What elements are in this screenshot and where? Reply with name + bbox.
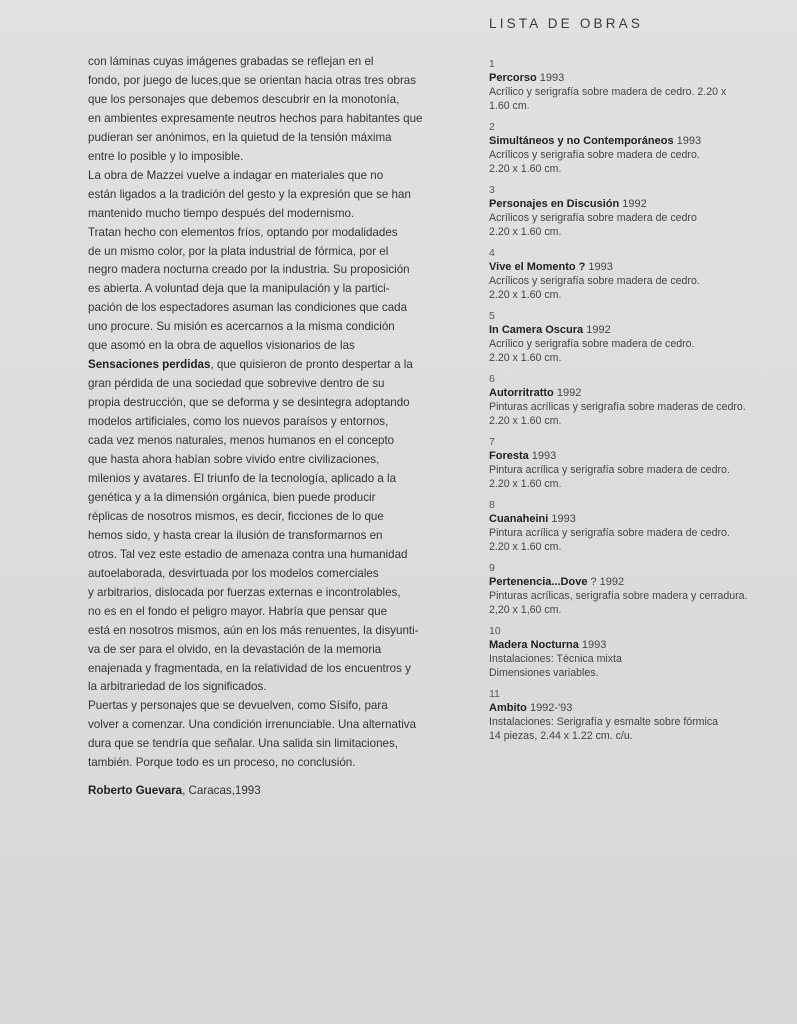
essay-line: va de ser para el olvido, en la devastación de la memoria: [88, 642, 382, 656]
work-detail: Pintura acrílica y serigrafía sobre madera de cedro.: [489, 527, 730, 539]
work-detail: 2.20 x 1.60 cm.: [489, 163, 562, 175]
work-detail: 2.20 x 1.60 cm.: [489, 478, 562, 490]
work-title-line: [489, 449, 789, 463]
work-title: Pertenencia...Dove: [489, 576, 588, 588]
work-number: 1: [489, 58, 495, 70]
essay-line-rest: , que quisieron de pronto despertar a la: [210, 358, 413, 372]
essay-line: enajenada y fragmentada, en la relatividad de los encuentros y: [88, 661, 411, 675]
essay-line: genética y a la dimensión orgánica, bien puede producir: [88, 490, 376, 504]
work-detail: 14 piezas, 2.44 x 1.22 cm. c/u.: [489, 730, 633, 742]
work-detail: Pintura acrílica y serigrafía sobre madera de cedro.: [489, 464, 730, 476]
essay-line: réplicas de nosotros mismos, es decir, ficciones de lo que: [88, 509, 384, 523]
works-entries: [489, 58, 789, 743]
work-number: 6: [489, 373, 495, 385]
essay-line: mantenido mucho tiempo después del modernismo.: [88, 206, 355, 220]
essay-line: y arbitrarios, dislocada por fuerzas externas e incontrolables,: [88, 585, 401, 599]
work-title-line: [489, 575, 789, 589]
work-number: 8: [489, 499, 495, 511]
work-entry: [489, 310, 789, 365]
work-entry: [489, 184, 789, 239]
work-detail: Acrílicos y serigrafía sobre madera de cedro.: [489, 275, 700, 287]
essay-line: milenios y avatares. El triunfo de la tecnología, aplicado a la: [88, 471, 397, 485]
work-detail: Acrílico y serigrafía sobre madera de cedro.: [489, 338, 695, 350]
work-title-line: [489, 701, 789, 715]
work-detail: 1.60 cm.: [489, 100, 530, 112]
work-title-line: [489, 134, 789, 148]
work-number: 7: [489, 436, 495, 448]
essay-text: [88, 53, 440, 801]
work-year: 1993: [585, 261, 613, 273]
work-title: Vive el Momento ?: [489, 261, 586, 273]
work-number: 9: [489, 562, 495, 574]
work-year: 1993: [536, 72, 565, 84]
work-year: 1993: [528, 450, 557, 462]
work-number: 5: [489, 310, 495, 322]
work-detail: 2.20 x 1.60 cm.: [489, 289, 562, 301]
work-title: Madera Nocturna: [489, 639, 579, 651]
work-title-line: [489, 512, 789, 526]
work-title: Ambito: [489, 702, 527, 714]
essay-line: hemos sido, y hasta crear la ilusión de transformarnos en: [88, 528, 383, 542]
work-title: In Camera Oscura: [489, 324, 584, 336]
essay-line: fondo, por juego de luces,que se orientan hacia otras tres obras: [88, 73, 417, 87]
work-detail: 2.20 x 1.60 cm.: [489, 352, 562, 364]
essay-bold-phrase: Sensaciones perdidas: [88, 358, 211, 372]
work-title-line: [489, 386, 789, 400]
work-number: 3: [489, 184, 495, 196]
work-entry: [489, 688, 789, 743]
essay-line: está en nosotros mismos, aún en los más renuentes, la disyunti-: [88, 623, 419, 637]
essay-line: que hasta ahora habían sobre vivido entre civilizaciones,: [88, 453, 380, 467]
work-detail: 2,20 x 1,60 cm.: [489, 604, 562, 616]
work-detail: Acrílico y serigrafía sobre madera de cedro. 2.20 x: [489, 86, 727, 98]
works-list-heading: LISTA DE OBRAS: [489, 16, 644, 31]
work-year: ? 1992: [587, 576, 625, 588]
work-entry: [489, 58, 789, 113]
work-title-line: [489, 638, 789, 652]
work-number: 2: [489, 121, 495, 133]
essay-signature: [88, 782, 440, 801]
essay-line: con láminas cuyas imágenes grabadas se reflejan en el: [88, 55, 374, 68]
essay-line: gran pérdida de una sociedad que sobrevive dentro de su: [88, 377, 385, 391]
essay-line: otros. Tal vez este estadio de amenaza contra una humanidad: [88, 547, 408, 561]
works-list: [489, 16, 789, 751]
work-entry: [489, 373, 789, 428]
work-detail: Dimensiones variables.: [489, 667, 599, 679]
essay-line: Tratan hecho con elementos fríos, optando por modalidades: [88, 225, 398, 239]
signature-name: Roberto Guevara: [88, 784, 183, 798]
work-year: 1992: [583, 324, 611, 336]
work-number: 11: [489, 688, 500, 700]
essay-line: entre lo posible y lo imposible.: [88, 149, 244, 163]
essay-line: que asomó en la obra de aquellos visionarios de las: [88, 339, 355, 353]
work-title: Autorritratto: [489, 387, 554, 399]
essay-line: cada vez menos naturales, menos humanos en el concepto: [88, 434, 395, 448]
essay-line: pudieran ser anónimos, en la quietud de la tensión máxima: [88, 130, 392, 144]
essay-line: volver a comenzar. Una condición irrenunciable. Una alternativa: [88, 718, 417, 732]
work-entry: [489, 436, 789, 491]
work-detail: Acrílicos y serigrafía sobre madera de cedro.: [489, 149, 700, 161]
work-detail: Pinturas acrílicas, serigrafía sobre madera y cerradura.: [489, 590, 748, 602]
work-detail: Instalaciones: Serigrafía y esmalte sobre fórmica: [489, 716, 719, 728]
signature-place-date: , Caracas,1993: [182, 784, 261, 798]
essay-line: están ligados a la tradición del gesto y la expresión que se han: [88, 187, 411, 201]
work-year: 1992-'93: [526, 702, 573, 714]
work-year: 1993: [673, 135, 702, 147]
essay-line: de un mismo color, por la plata industrial de fórmica, por el: [88, 244, 389, 258]
essay-line: propia destrucción, que se deforma y se desintegra adoptando: [88, 396, 410, 410]
work-entry: [489, 121, 789, 176]
work-title: Cuanaheini: [489, 513, 549, 525]
work-entry: [489, 625, 789, 680]
work-title-line: [489, 197, 789, 211]
work-number: 10: [489, 625, 501, 637]
work-entry: [489, 247, 789, 302]
essay-line: que los personajes que debemos descubrir en la monotonía,: [88, 92, 400, 106]
work-title: Foresta: [489, 450, 529, 462]
essay-line: no es en el fondo el peligro mayor. Habría que pensar que: [88, 604, 388, 618]
work-entry: [489, 562, 789, 617]
essay-line: uno procure. Su misión es acercarnos a la misma condición: [88, 320, 395, 334]
essay-line: Puertas y personajes que se devuelven, como Sísifo, para: [88, 699, 388, 713]
essay-line: [88, 356, 440, 375]
essay-line: autoelaborada, desvirtuada por los modelos comerciales: [88, 566, 379, 580]
work-detail: Acrílicos y serigrafía sobre madera de cedro: [489, 212, 697, 224]
work-entry: [489, 499, 789, 554]
essay-line: modelos artificiales, como los nuevos paraísos y entornos,: [88, 415, 389, 429]
essay-line: es abierta. A voluntad deja que la manipulación y la partici-: [88, 282, 390, 296]
essay-line: dura que se tendría que señalar. Una salida sin limitaciones,: [88, 737, 398, 751]
work-detail: Pinturas acrílicas y serigrafía sobre maderas de cedro.: [489, 401, 746, 413]
essay-line: pación de los espectadores asuman las condiciones que cada: [88, 301, 408, 315]
work-title-line: [489, 260, 789, 274]
essay-line: negro madera nocturna creado por la industria. Su proposición: [88, 263, 410, 277]
work-detail: 2.20 x 1.60 cm.: [489, 415, 562, 427]
work-detail: 2.20 x 1.60 cm.: [489, 226, 562, 238]
work-year: 1993: [578, 639, 607, 651]
work-year: 1992: [553, 387, 582, 399]
work-title: Percorso: [489, 72, 537, 84]
work-title-line: [489, 323, 789, 337]
essay-line: también. Porque todo es un proceso, no conclusión.: [88, 756, 356, 770]
work-year: 1993: [548, 513, 576, 525]
work-detail: 2.20 x 1.60 cm.: [489, 541, 562, 553]
work-title-line: [489, 71, 789, 85]
essay-line: en ambientes expresamente neutros hechos para habitantes que: [88, 111, 423, 125]
work-title: Simultáneos y no Contemporáneos: [489, 135, 674, 147]
work-number: 4: [489, 247, 495, 259]
work-detail: Instalaciones: Técnica mixta: [489, 653, 622, 665]
essay-line: La obra de Mazzei vuelve a indagar en materiales que no: [88, 168, 384, 182]
work-title: Personajes en Discusión: [489, 198, 620, 210]
work-year: 1992: [619, 198, 647, 210]
essay-line: la arbitrariedad de los significados.: [88, 680, 267, 694]
